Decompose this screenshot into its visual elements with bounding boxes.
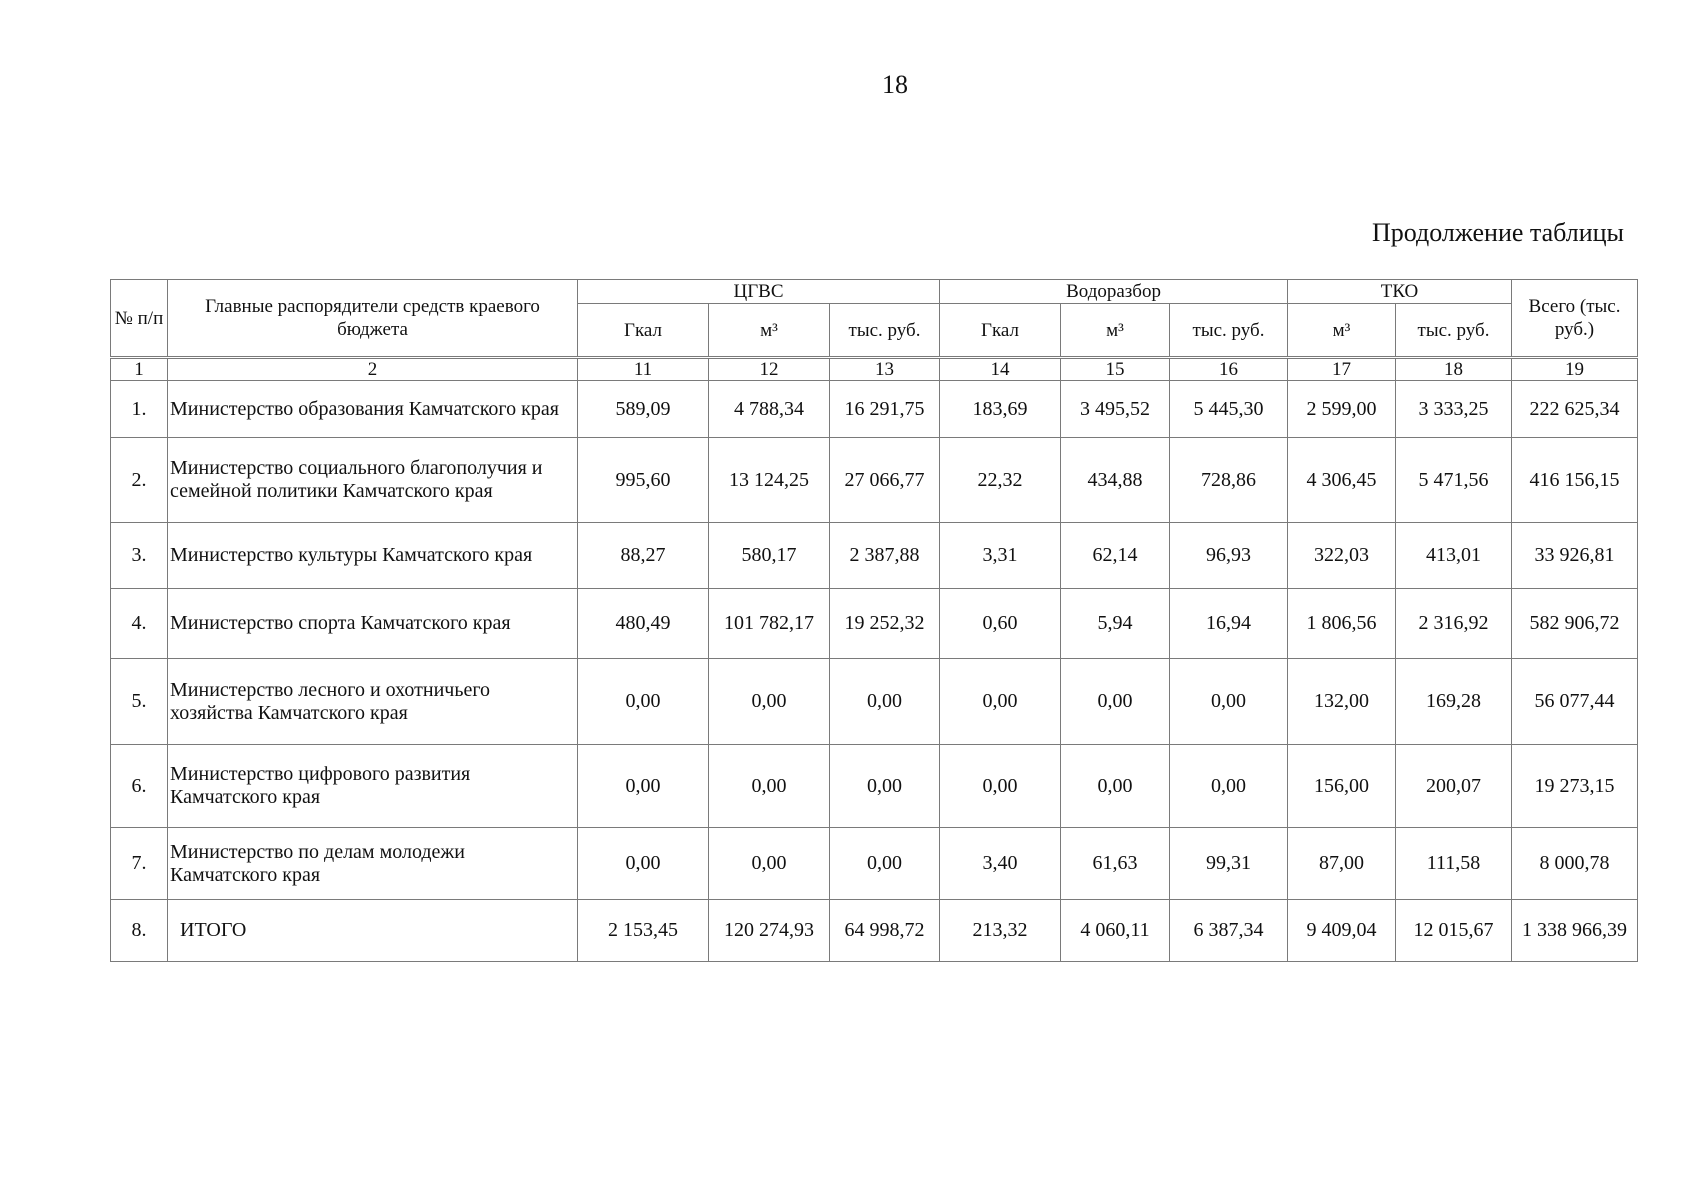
row-cell: 61,63 bbox=[1061, 828, 1170, 900]
row-num: 7. bbox=[111, 828, 168, 900]
row-cell: 12 015,67 bbox=[1396, 900, 1512, 962]
row-cell: 19 273,15 bbox=[1512, 745, 1638, 828]
table-row bbox=[111, 438, 1638, 523]
row-cell: 5 445,30 bbox=[1170, 381, 1288, 438]
row-cell: 2 599,00 bbox=[1288, 381, 1396, 438]
row-cell: 5 471,56 bbox=[1396, 438, 1512, 523]
row-cell: 0,00 bbox=[578, 745, 709, 828]
row-cell: 99,31 bbox=[1170, 828, 1288, 900]
row-cell: 0,00 bbox=[940, 745, 1061, 828]
table-row bbox=[111, 589, 1638, 659]
row-cell: 16 291,75 bbox=[830, 381, 940, 438]
row-cell: 0,00 bbox=[578, 659, 709, 745]
row-cell: 582 906,72 bbox=[1512, 589, 1638, 659]
row-cell: 56 077,44 bbox=[1512, 659, 1638, 745]
row-cell: 213,32 bbox=[940, 900, 1061, 962]
column-number: 11 bbox=[578, 358, 709, 381]
row-cell: 33 926,81 bbox=[1512, 523, 1638, 589]
row-cell: 8 000,78 bbox=[1512, 828, 1638, 900]
row-cell: 3 495,52 bbox=[1061, 381, 1170, 438]
row-cell: 183,69 bbox=[940, 381, 1061, 438]
header-group-tko: ТКО bbox=[1288, 280, 1512, 304]
column-number: 15 bbox=[1061, 358, 1170, 381]
row-cell: 3,40 bbox=[940, 828, 1061, 900]
row-cell: 589,09 bbox=[578, 381, 709, 438]
header-total: Всего (тыс. руб.) bbox=[1512, 280, 1638, 358]
budget-table bbox=[110, 279, 1638, 962]
row-cell: 0,00 bbox=[709, 659, 830, 745]
row-cell: 1 338 966,39 bbox=[1512, 900, 1638, 962]
row-cell: 580,17 bbox=[709, 523, 830, 589]
row-cell: 0,00 bbox=[709, 828, 830, 900]
header-group-cgvs: ЦГВС bbox=[578, 280, 940, 304]
row-num: 2. bbox=[111, 438, 168, 523]
header-vodorazbor-rub: тыс. руб. bbox=[1170, 304, 1288, 358]
row-name: Министерство лесного и охотничьего хозяйства Камчатского края bbox=[168, 659, 578, 745]
row-cell: 22,32 bbox=[940, 438, 1061, 523]
row-cell: 480,49 bbox=[578, 589, 709, 659]
row-cell: 0,00 bbox=[1170, 659, 1288, 745]
table-row bbox=[111, 659, 1638, 745]
row-name: Министерство культуры Камчатского края bbox=[168, 523, 578, 589]
page-number: 18 bbox=[882, 70, 908, 99]
column-number: 2 bbox=[168, 358, 578, 381]
row-cell: 0,00 bbox=[578, 828, 709, 900]
row-cell: 0,00 bbox=[830, 659, 940, 745]
row-cell: 2 153,45 bbox=[578, 900, 709, 962]
table-row bbox=[111, 381, 1638, 438]
row-cell: 0,00 bbox=[940, 659, 1061, 745]
row-cell: 101 782,17 bbox=[709, 589, 830, 659]
row-cell: 995,60 bbox=[578, 438, 709, 523]
header-vodorazbor-gcal: Гкал bbox=[940, 304, 1061, 358]
row-cell: 0,00 bbox=[1061, 659, 1170, 745]
row-cell: 13 124,25 bbox=[709, 438, 830, 523]
column-number: 19 bbox=[1512, 358, 1638, 381]
row-cell: 132,00 bbox=[1288, 659, 1396, 745]
table-row bbox=[111, 523, 1638, 589]
row-cell: 3 333,25 bbox=[1396, 381, 1512, 438]
row-cell: 728,86 bbox=[1170, 438, 1288, 523]
row-cell: 416 156,15 bbox=[1512, 438, 1638, 523]
header-num: № п/п bbox=[111, 280, 168, 358]
table-row bbox=[111, 828, 1638, 900]
row-cell: 4 060,11 bbox=[1061, 900, 1170, 962]
row-cell: 6 387,34 bbox=[1170, 900, 1288, 962]
row-cell: 87,00 bbox=[1288, 828, 1396, 900]
row-name: ИТОГО bbox=[168, 900, 578, 962]
header-main-managers: Главные распорядители средств краевого бюджета bbox=[168, 280, 578, 358]
continuation-label: Продолжение таблицы bbox=[1372, 218, 1624, 247]
row-name: Министерство социального благополучия и семейной политики Камчатского края bbox=[168, 438, 578, 523]
row-num: 4. bbox=[111, 589, 168, 659]
column-number: 12 bbox=[709, 358, 830, 381]
row-cell: 156,00 bbox=[1288, 745, 1396, 828]
row-cell: 5,94 bbox=[1061, 589, 1170, 659]
header-cgvs-gcal: Гкал bbox=[578, 304, 709, 358]
row-cell: 0,00 bbox=[1170, 745, 1288, 828]
row-cell: 0,00 bbox=[709, 745, 830, 828]
header-tko-rub: тыс. руб. bbox=[1396, 304, 1512, 358]
header-tko-m3: м³ bbox=[1288, 304, 1396, 358]
row-cell: 222 625,34 bbox=[1512, 381, 1638, 438]
row-cell: 4 306,45 bbox=[1288, 438, 1396, 523]
row-cell: 413,01 bbox=[1396, 523, 1512, 589]
row-num: 6. bbox=[111, 745, 168, 828]
row-cell: 64 998,72 bbox=[830, 900, 940, 962]
row-name: Министерство образования Камчатского края bbox=[168, 381, 578, 438]
row-name: Министерство спорта Камчатского края bbox=[168, 589, 578, 659]
column-number: 14 bbox=[940, 358, 1061, 381]
row-cell: 0,00 bbox=[830, 828, 940, 900]
row-cell: 3,31 bbox=[940, 523, 1061, 589]
row-cell: 19 252,32 bbox=[830, 589, 940, 659]
row-cell: 0,00 bbox=[830, 745, 940, 828]
row-cell: 322,03 bbox=[1288, 523, 1396, 589]
row-num: 8. bbox=[111, 900, 168, 962]
row-name: Министерство цифрового развития Камчатского края bbox=[168, 745, 578, 828]
row-cell: 4 788,34 bbox=[709, 381, 830, 438]
table-row bbox=[111, 745, 1638, 828]
row-num: 1. bbox=[111, 381, 168, 438]
column-number: 13 bbox=[830, 358, 940, 381]
row-cell: 96,93 bbox=[1170, 523, 1288, 589]
column-number: 16 bbox=[1170, 358, 1288, 381]
column-number: 17 bbox=[1288, 358, 1396, 381]
row-cell: 9 409,04 bbox=[1288, 900, 1396, 962]
header-group-vodorazbor: Водоразбор bbox=[940, 280, 1288, 304]
row-cell: 120 274,93 bbox=[709, 900, 830, 962]
row-cell: 2 387,88 bbox=[830, 523, 940, 589]
row-cell: 88,27 bbox=[578, 523, 709, 589]
table-row-total bbox=[111, 900, 1638, 962]
row-cell: 16,94 bbox=[1170, 589, 1288, 659]
row-cell: 0,60 bbox=[940, 589, 1061, 659]
row-cell: 27 066,77 bbox=[830, 438, 940, 523]
row-num: 3. bbox=[111, 523, 168, 589]
row-cell: 434,88 bbox=[1061, 438, 1170, 523]
row-num: 5. bbox=[111, 659, 168, 745]
row-cell: 1 806,56 bbox=[1288, 589, 1396, 659]
header-vodorazbor-m3: м³ bbox=[1061, 304, 1170, 358]
row-cell: 2 316,92 bbox=[1396, 589, 1512, 659]
header-cgvs-m3: м³ bbox=[709, 304, 830, 358]
row-cell: 169,28 bbox=[1396, 659, 1512, 745]
row-cell: 111,58 bbox=[1396, 828, 1512, 900]
row-name: Министерство по делам молодежи Камчатского края bbox=[168, 828, 578, 900]
column-number: 18 bbox=[1396, 358, 1512, 381]
row-cell: 200,07 bbox=[1396, 745, 1512, 828]
row-cell: 0,00 bbox=[1061, 745, 1170, 828]
column-number: 1 bbox=[111, 358, 168, 381]
header-cgvs-rub: тыс. руб. bbox=[830, 304, 940, 358]
row-cell: 62,14 bbox=[1061, 523, 1170, 589]
